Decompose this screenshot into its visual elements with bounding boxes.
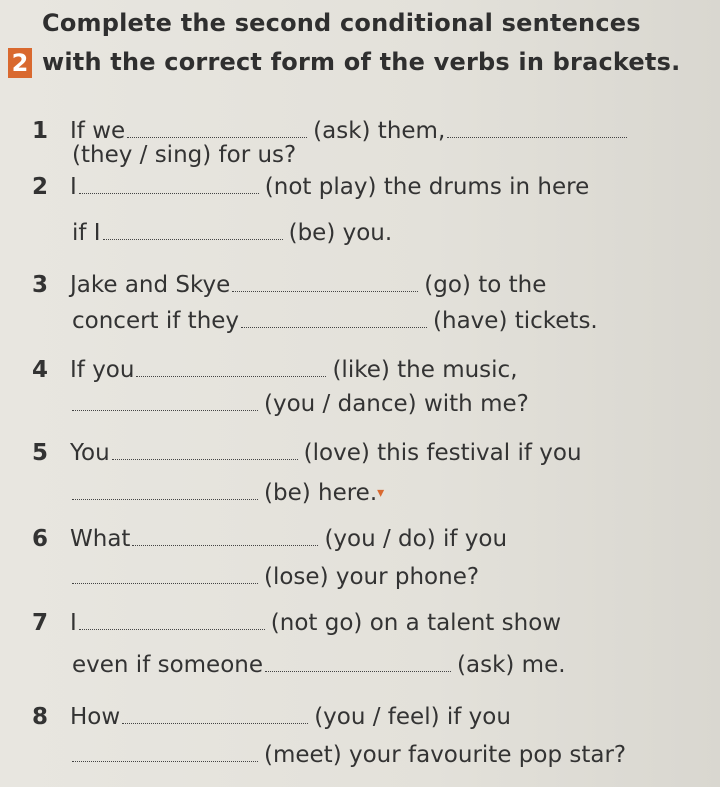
- item-3-line-2: [72, 306, 598, 336]
- item-text: (lose) your phone?: [264, 564, 480, 590]
- item-number: 3: [32, 272, 49, 298]
- answer-blank[interactable]: [132, 539, 318, 546]
- item-text: If you: [70, 357, 135, 383]
- answer-blank[interactable]: [103, 233, 283, 240]
- item-text: (they / sing) for us?: [72, 142, 297, 168]
- answer-blank[interactable]: [122, 717, 308, 724]
- item-number: 6: [32, 526, 49, 552]
- answer-blank[interactable]: [112, 453, 298, 460]
- item-5-line-1: [32, 438, 582, 468]
- item-text: How: [70, 704, 121, 730]
- item-text: (meet) your favourite pop star?: [264, 742, 627, 768]
- item-text: (ask) them,: [313, 118, 446, 144]
- item-text: (not play) the drums in here: [264, 174, 590, 200]
- item-text: You: [70, 440, 110, 466]
- answer-blank[interactable]: [72, 404, 258, 411]
- item-1-line-2: [72, 140, 296, 170]
- item-number: 1: [32, 118, 49, 144]
- item-text: (ask) me.: [457, 652, 566, 678]
- answer-blank[interactable]: [232, 285, 418, 292]
- sparkle-icon: ▾: [377, 485, 385, 501]
- item-text: What: [70, 526, 131, 552]
- item-7-line-1: [32, 608, 561, 638]
- answer-blank[interactable]: [447, 131, 627, 138]
- item-8-line-2: [72, 740, 626, 770]
- answer-blank[interactable]: [72, 755, 258, 762]
- item-text: (be) here.: [264, 480, 378, 506]
- item-text: (be) you.: [288, 220, 393, 246]
- item-text: Jake and Skye: [70, 272, 231, 298]
- item-text: (you / dance) with me?: [264, 391, 529, 417]
- item-3-line-1: [32, 270, 546, 300]
- item-7-line-2: [72, 650, 566, 680]
- item-text: concert if they: [72, 308, 240, 334]
- item-number: 7: [32, 610, 49, 636]
- answer-blank[interactable]: [127, 131, 307, 138]
- item-text: I: [70, 610, 77, 636]
- exercise-number-badge: 2: [8, 48, 32, 78]
- answer-blank[interactable]: [72, 493, 258, 500]
- item-number: 4: [32, 357, 49, 383]
- item-text: even if someone: [72, 652, 264, 678]
- item-number: 2: [32, 174, 49, 200]
- item-text: (love) this festival if you: [303, 440, 582, 466]
- item-text: (you / do) if you: [324, 526, 508, 552]
- answer-blank[interactable]: [79, 623, 265, 630]
- item-6-line-2: [72, 562, 479, 592]
- instruction-line-1: Complete the second conditional sentences: [42, 9, 641, 37]
- item-5-line-2: [72, 478, 384, 508]
- item-text: (you / feel) if you: [314, 704, 511, 730]
- item-8-line-1: [32, 702, 511, 732]
- item-number: 8: [32, 704, 49, 730]
- answer-blank[interactable]: [265, 665, 451, 672]
- item-4-line-1: [32, 355, 518, 385]
- item-2-line-1: [32, 172, 589, 202]
- answer-blank[interactable]: [72, 577, 258, 584]
- item-number: 5: [32, 440, 49, 466]
- item-6-line-1: [32, 524, 507, 554]
- answer-blank[interactable]: [79, 187, 259, 194]
- answer-blank[interactable]: [241, 321, 427, 328]
- item-text: (go) to the: [424, 272, 547, 298]
- item-4-line-2: [72, 389, 529, 419]
- item-text: (have) tickets.: [433, 308, 598, 334]
- item-text: (not go) on a talent show: [270, 610, 562, 636]
- item-text: I: [70, 174, 77, 200]
- item-2-line-2: [72, 218, 392, 248]
- instruction-line-2: with the correct form of the verbs in brackets.: [42, 48, 681, 76]
- item-text: (like) the music,: [332, 357, 518, 383]
- item-text: If we: [70, 118, 126, 144]
- answer-blank[interactable]: [136, 370, 326, 377]
- item-text: if I: [72, 220, 101, 246]
